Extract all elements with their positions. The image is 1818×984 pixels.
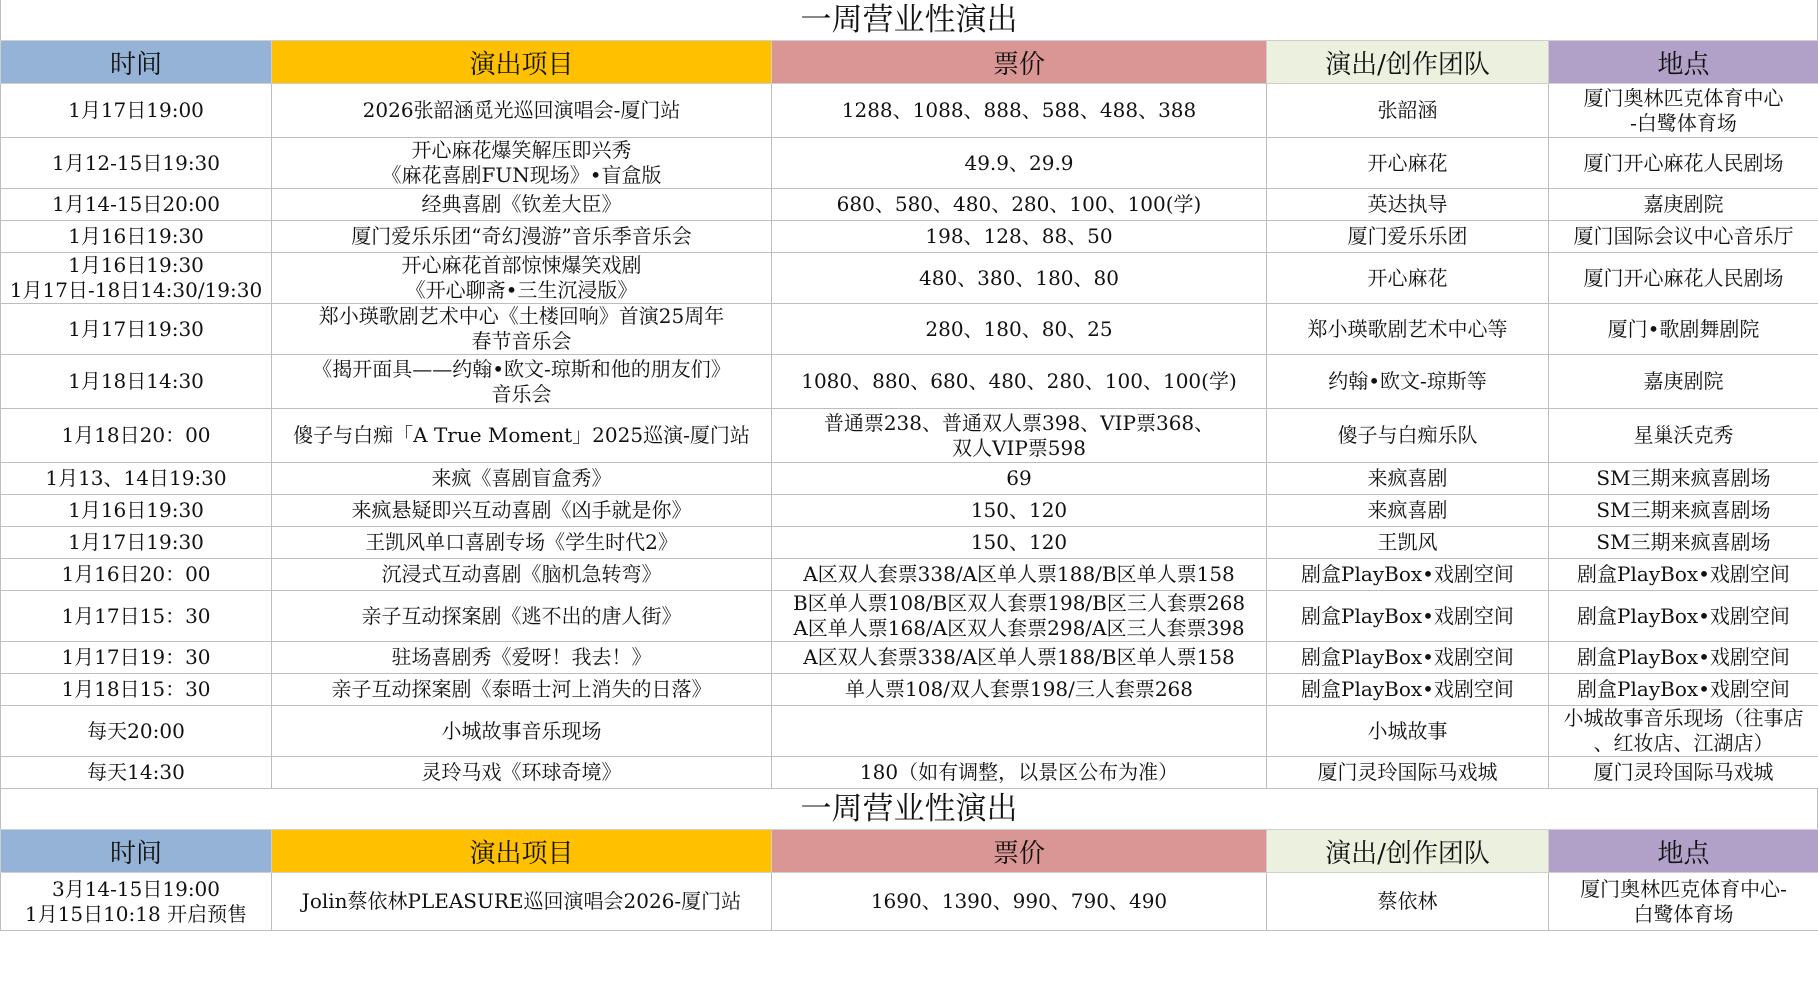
cell-show[interactable]: 驻场喜剧秀《爱呀！我去！》 — [272, 642, 772, 674]
cell-time[interactable]: 1月16日19:30 — [1, 221, 272, 253]
header-team[interactable]: 演出/创作团队 — [1267, 41, 1549, 84]
header-time[interactable]: 时间 — [1, 41, 272, 84]
cell-show[interactable]: 2026张韶涵觅光巡回演唱会-厦门站 — [272, 84, 772, 138]
cell-show[interactable]: 经典喜剧《钦差大臣》 — [272, 189, 772, 221]
cell-team[interactable]: 王凯风 — [1267, 527, 1549, 559]
cell-venue[interactable]: 嘉庚剧院 — [1549, 189, 1818, 221]
header-row — [1, 830, 1818, 873]
section-title-2: 一周营业性演出 — [0, 789, 1818, 829]
table-row — [1, 495, 1818, 527]
schedule-table-2 — [0, 829, 1818, 931]
cell-time[interactable]: 每天20:00 — [1, 706, 272, 757]
cell-show[interactable]: 亲子互动探案剧《逃不出的唐人街》 — [272, 591, 772, 642]
cell-time[interactable]: 1月16日19:30 1月17日-18日14:30/19:30 — [1, 253, 272, 304]
header-show[interactable]: 演出项目 — [272, 830, 772, 873]
table-row — [1, 138, 1818, 189]
cell-team[interactable]: 剧盒PlayBox•戏剧空间 — [1267, 642, 1549, 674]
cell-price[interactable]: 49.9、29.9 — [772, 138, 1267, 189]
cell-team[interactable]: 英达执导 — [1267, 189, 1549, 221]
cell-team[interactable]: 来疯喜剧 — [1267, 495, 1549, 527]
cell-price[interactable]: 180（如有调整，以景区公布为准） — [772, 757, 1267, 789]
cell-venue[interactable]: 剧盒PlayBox•戏剧空间 — [1549, 674, 1818, 706]
cell-price[interactable]: A区双人套票338/A区单人票188/B区单人票158 — [772, 642, 1267, 674]
header-venue[interactable]: 地点 — [1549, 41, 1818, 84]
cell-venue[interactable]: SM三期来疯喜剧场 — [1549, 527, 1818, 559]
table-row — [1, 674, 1818, 706]
cell-venue[interactable]: 剧盒PlayBox•戏剧空间 — [1549, 591, 1818, 642]
cell-venue[interactable]: 厦门奥林匹克体育中心 -白鹭体育场 — [1549, 84, 1818, 138]
cell-team[interactable]: 剧盒PlayBox•戏剧空间 — [1267, 591, 1549, 642]
cell-show[interactable]: 开心麻花首部惊悚爆笑戏剧 《开心聊斋•三生沉浸版》 — [272, 253, 772, 304]
cell-time[interactable]: 1月17日19:00 — [1, 84, 272, 138]
cell-team[interactable]: 小城故事 — [1267, 706, 1549, 757]
cell-time[interactable]: 1月16日20：00 — [1, 559, 272, 591]
cell-price[interactable]: 1080、880、680、480、280、100、100(学) — [772, 355, 1267, 409]
cell-price[interactable]: 680、580、480、280、100、100(学) — [772, 189, 1267, 221]
cell-show[interactable]: 亲子互动探案剧《泰晤士河上消失的日落》 — [272, 674, 772, 706]
cell-time[interactable]: 1月18日20：00 — [1, 409, 272, 463]
header-venue[interactable]: 地点 — [1549, 830, 1818, 873]
table-row — [1, 189, 1818, 221]
cell-time[interactable]: 1月17日19:30 — [1, 304, 272, 355]
cell-venue[interactable]: 剧盒PlayBox•戏剧空间 — [1549, 559, 1818, 591]
cell-price[interactable]: 480、380、180、80 — [772, 253, 1267, 304]
cell-venue[interactable]: 星巢沃克秀 — [1549, 409, 1818, 463]
cell-team[interactable]: 开心麻花 — [1267, 253, 1549, 304]
cell-show[interactable]: 厦门爱乐乐团“奇幻漫游”音乐季音乐会 — [272, 221, 772, 253]
cell-venue[interactable]: 厦门奥林匹克体育中心- 白鹭体育场 — [1549, 873, 1818, 931]
cell-time[interactable]: 1月17日19：30 — [1, 642, 272, 674]
header-row — [1, 41, 1818, 84]
table-row — [1, 642, 1818, 674]
table-row — [1, 221, 1818, 253]
table-body — [1, 84, 1818, 789]
cell-venue[interactable]: 厦门•歌剧舞剧院 — [1549, 304, 1818, 355]
table-row — [1, 527, 1818, 559]
cell-venue[interactable]: 厦门开心麻花人民剧场 — [1549, 253, 1818, 304]
cell-time[interactable]: 1月18日15：30 — [1, 674, 272, 706]
cell-show[interactable]: 傻子与白痴「A True Moment」2025巡演-厦门站 — [272, 409, 772, 463]
cell-show[interactable]: 沉浸式互动喜剧《脑机急转弯》 — [272, 559, 772, 591]
cell-price[interactable]: 198、128、88、50 — [772, 221, 1267, 253]
cell-price[interactable]: 1690、1390、990、790、490 — [772, 873, 1267, 931]
schedule-table — [0, 40, 1818, 789]
table-row — [1, 706, 1818, 757]
cell-show[interactable]: 来疯悬疑即兴互动喜剧《凶手就是你》 — [272, 495, 772, 527]
cell-price[interactable]: 1288、1088、888、588、488、388 — [772, 84, 1267, 138]
section-title: 一周营业性演出 — [0, 0, 1818, 40]
cell-team[interactable]: 来疯喜剧 — [1267, 463, 1549, 495]
cell-time[interactable]: 1月16日19:30 — [1, 495, 272, 527]
cell-team[interactable]: 郑小瑛歌剧艺术中心等 — [1267, 304, 1549, 355]
cell-team[interactable]: 剧盒PlayBox•戏剧空间 — [1267, 559, 1549, 591]
header-price[interactable]: 票价 — [772, 41, 1267, 84]
cell-time[interactable]: 1月12-15日19:30 — [1, 138, 272, 189]
table-body-2 — [1, 873, 1818, 931]
cell-price[interactable]: 150、120 — [772, 527, 1267, 559]
cell-show[interactable]: 小城故事音乐现场 — [272, 706, 772, 757]
cell-time[interactable]: 1月14-15日20:00 — [1, 189, 272, 221]
cell-price[interactable]: 普通票238、普通双人票398、VIP票368、 双人VIP票598 — [772, 409, 1267, 463]
cell-price[interactable]: 69 — [772, 463, 1267, 495]
cell-team[interactable]: 傻子与白痴乐队 — [1267, 409, 1549, 463]
cell-venue[interactable]: 嘉庚剧院 — [1549, 355, 1818, 409]
cell-price[interactable]: 150、120 — [772, 495, 1267, 527]
header-show[interactable]: 演出项目 — [272, 41, 772, 84]
cell-venue[interactable]: 厦门开心麻花人民剧场 — [1549, 138, 1818, 189]
cell-show[interactable]: 郑小瑛歌剧艺术中心《土楼回响》首演25周年 春节音乐会 — [272, 304, 772, 355]
header-time[interactable]: 时间 — [1, 830, 272, 873]
cell-team[interactable]: 开心麻花 — [1267, 138, 1549, 189]
cell-price[interactable]: 单人票108/双人套票198/三人套票268 — [772, 674, 1267, 706]
table-row — [1, 253, 1818, 304]
cell-show[interactable]: 灵玲马戏《环球奇境》 — [272, 757, 772, 789]
cell-time[interactable]: 1月17日15：30 — [1, 591, 272, 642]
cell-venue[interactable]: SM三期来疯喜剧场 — [1549, 495, 1818, 527]
cell-venue[interactable]: 小城故事音乐现场（往事店 、红妆店、江湖店） — [1549, 706, 1818, 757]
cell-price[interactable]: A区双人套票338/A区单人票188/B区单人票158 — [772, 559, 1267, 591]
header-price[interactable]: 票价 — [772, 830, 1267, 873]
cell-show[interactable]: 开心麻花爆笑解压即兴秀 《麻花喜剧FUN现场》•盲盒版 — [272, 138, 772, 189]
cell-price[interactable]: 280、180、80、25 — [772, 304, 1267, 355]
cell-venue[interactable]: SM三期来疯喜剧场 — [1549, 463, 1818, 495]
table-row — [1, 409, 1818, 463]
cell-team[interactable]: 厦门爱乐乐团 — [1267, 221, 1549, 253]
cell-show[interactable]: 《揭开面具——约翰•欧文-琼斯和他的朋友们》 音乐会 — [272, 355, 772, 409]
cell-team[interactable]: 厦门灵玲国际马戏城 — [1267, 757, 1549, 789]
table-row — [1, 591, 1818, 642]
cell-time[interactable]: 1月18日14:30 — [1, 355, 272, 409]
table-row — [1, 84, 1818, 138]
table-row — [1, 355, 1818, 409]
table-row — [1, 304, 1818, 355]
cell-venue[interactable]: 剧盒PlayBox•戏剧空间 — [1549, 642, 1818, 674]
cell-show[interactable]: 来疯《喜剧盲盒秀》 — [272, 463, 772, 495]
cell-show[interactable]: 王凯风单口喜剧专场《学生时代2》 — [272, 527, 772, 559]
header-team[interactable]: 演出/创作团队 — [1267, 830, 1549, 873]
cell-team[interactable]: 张韶涵 — [1267, 84, 1549, 138]
cell-time[interactable]: 3月14-15日19:00 1月15日10:18 开启预售 — [1, 873, 272, 931]
cell-team[interactable]: 蔡依林 — [1267, 873, 1549, 931]
cell-price[interactable] — [772, 706, 1267, 757]
table-row — [1, 463, 1818, 495]
cell-time[interactable]: 1月17日19:30 — [1, 527, 272, 559]
cell-venue[interactable]: 厦门国际会议中心音乐厅 — [1549, 221, 1818, 253]
cell-venue[interactable]: 厦门灵玲国际马戏城 — [1549, 757, 1818, 789]
cell-price[interactable]: B区单人票108/B区双人套票198/B区三人套票268 A区单人票168/A区双人套票298/A区三人套票398 — [772, 591, 1267, 642]
table-row — [1, 757, 1818, 789]
cell-show[interactable]: Jolin蔡依林PLEASURE巡回演唱会2026-厦门站 — [272, 873, 772, 931]
cell-time[interactable]: 1月13、14日19:30 — [1, 463, 272, 495]
cell-time[interactable]: 每天14:30 — [1, 757, 272, 789]
table-row — [1, 873, 1818, 931]
table-row — [1, 559, 1818, 591]
cell-team[interactable]: 约翰•欧文-琼斯等 — [1267, 355, 1549, 409]
cell-team[interactable]: 剧盒PlayBox•戏剧空间 — [1267, 674, 1549, 706]
